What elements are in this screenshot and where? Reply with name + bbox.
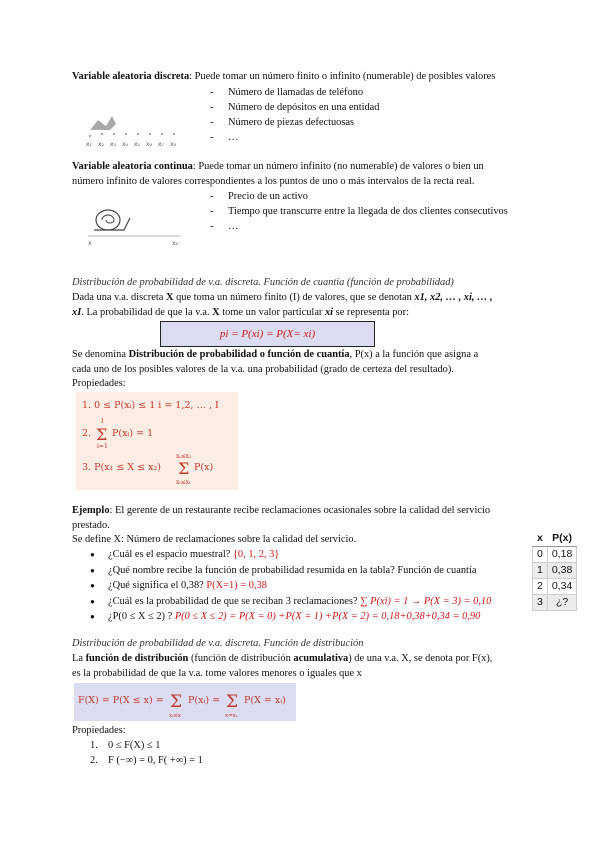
- list-item: 1. 0 ≤ F(X) ≤ 1: [90, 740, 161, 751]
- discreta-examples: [210, 86, 380, 146]
- fig-label: x₅: [134, 141, 140, 148]
- distribucion-definition: La función de distribución (función de distribución acumulativa) de una v.a. X, se denota por F(x), es la probabilidad de que la v.a. tome valores menores o iguales que x: [72, 653, 493, 679]
- cuantia-heading: Distribución de probabilidad de v.a. discreta. Función de cuantía (función de probabilidad): [72, 277, 454, 288]
- table-row: 1 0,38: [533, 563, 577, 579]
- formula-mid: P(xᵢ) =: [188, 695, 221, 706]
- distribution-formula-figure: [74, 683, 296, 721]
- cuantia-formula-box: [160, 321, 375, 347]
- ejemplo-questions: [90, 548, 491, 626]
- fig-label: x: [88, 240, 92, 246]
- svg-text:x=x₁: x=x₁: [225, 713, 239, 719]
- svg-text:xᵢ≤xᵢ: xᵢ≤xᵢ: [176, 479, 191, 486]
- fig-label: x₃: [110, 141, 116, 148]
- insect-icon: [90, 116, 116, 130]
- list-item: - Tiempo que transcurre entre la llegada de dos clientes consecutivos: [210, 205, 508, 220]
- fig-label: x₂: [98, 141, 104, 148]
- snail-figure: [84, 198, 184, 246]
- discreta-definition: Variable aleatoria discreta: Puede tomar un número finito o infinito (numerable) de posibles valores: [72, 71, 496, 82]
- list-item: - …: [210, 131, 380, 146]
- list-item: ● ¿P(0 ≤ X ≤ 2) ? P(0 ≤ X ≤ 2) = P(X = 0) +P(X = 1) +P(X = 2) = 0,18+0,38+0,34 = 0,90: [90, 610, 491, 626]
- formula-rhs: P(X = xᵢ): [244, 695, 286, 706]
- list-item: ● ¿Qué significa el 0,38? P(X=1) = 0,38: [90, 579, 491, 595]
- distribucion-props: [90, 739, 203, 769]
- prop-2-num: 2.: [82, 428, 92, 439]
- fig-label: x₈: [170, 141, 176, 148]
- fig-label: x₇: [158, 141, 164, 148]
- list-item: ● ¿Cuál es el espacio muestral? {0, 1, 2, 3}: [90, 548, 491, 564]
- svg-text:I: I: [101, 418, 104, 425]
- sigma-icon: Σ: [96, 425, 108, 444]
- list-item: 2. F (−∞) = 0, F( +∞) = 1: [90, 755, 203, 766]
- list-item: ● ¿Cuál es la probabilidad de que se reciban 3 reclamaciones? ∑ P(xi) = 1 → P(X = 3) = 0,10: [90, 595, 491, 611]
- table-header: x P(x): [533, 531, 577, 547]
- fig-label: x₄: [122, 141, 128, 148]
- svg-text:xᵢ≤x: xᵢ≤x: [169, 713, 181, 719]
- table-row: 2 0,34: [533, 579, 577, 595]
- sigma-icon: Σ: [226, 692, 239, 712]
- distribucion-heading: Distribución de probabilidad de v.a. discreta. Función de distribución: [72, 638, 364, 649]
- ejemplo-label: Ejemplo: [72, 505, 110, 516]
- sigma-icon: Σ: [170, 692, 183, 712]
- sigma-icon: Σ: [178, 459, 190, 478]
- snail-icon: [96, 210, 120, 230]
- prop-3: 3. P(x₁ ≤ X ≤ x₂): [82, 462, 161, 473]
- list-item: - Número de piezas defectuosas: [210, 116, 380, 131]
- props-label: Propiedades:: [72, 378, 126, 389]
- prop-2-expr: P(xᵢ) = 1: [112, 428, 154, 439]
- list-item: - Número de llamadas de teléfono: [210, 86, 380, 101]
- list-item: - …: [210, 220, 508, 235]
- prop-1: 1. 0 ≤ P(xᵢ) ≤ 1 i = 1,2, … , I: [82, 400, 219, 411]
- cuantia-properties-figure: [76, 392, 238, 490]
- table-row: 0 0,18: [533, 547, 577, 563]
- svg-text:i=1: i=1: [97, 443, 108, 450]
- fig-label: x₁: [86, 141, 92, 148]
- cuantia-formula: pi = P(xi) = P(X= xi): [219, 328, 316, 340]
- discrete-points-figure: [84, 106, 184, 150]
- cuantia-definition: Se denomina Distribución de probabilidad o función de cuantía, P(x) a la función que asigna a cada uno de los posibles valores de la v.a. una probabilidad (grado de certeza del resultado). Propiedades:: [72, 348, 532, 392]
- probability-table: [532, 530, 577, 611]
- prop-3-expr: P(x): [194, 462, 214, 473]
- fig-label: x₆: [146, 141, 152, 148]
- svg-text:xᵢ≤x₂: xᵢ≤x₂: [176, 453, 192, 460]
- fig-label: x₂: [172, 240, 178, 246]
- continua-examples: [210, 190, 508, 235]
- discreta-term: Variable aleatoria discreta: [72, 71, 190, 82]
- continua-term: Variable aleatoria continua: [72, 161, 193, 172]
- cuantia-intro: Dada una v.a. discreta X que toma un número finito (I) de valores, que se denotan x1, x2, … , xi, … , xI. La probabilidad de que la v.a. X tome un valor particular xi se representa por:: [72, 292, 493, 318]
- distribucion-props-label: Propiedades:: [72, 725, 126, 736]
- list-item: ● ¿Qué nombre recibe la función de probabilidad resumida en la tabla? Función de cuantía: [90, 564, 491, 580]
- ejemplo-intro: Ejemplo: El gerente de un restaurante recibe reclamaciones ocasionales sobre la calidad del servicio prestado. Se define X: Número de reclamaciones sobre la calidad del servicio.: [72, 505, 491, 545]
- continua-definition: Variable aleatoria continua: Puede tomar un número infinito (no numerable) de valores o bien un número infinito de valores correspondientes a los puntos de uno o más intervalos de la recta real.: [72, 161, 484, 187]
- table-row: 3 ¿?: [533, 595, 577, 611]
- list-item: - Número de depósitos en una entidad: [210, 101, 380, 116]
- list-item: - Precio de un activo: [210, 190, 508, 205]
- formula-lhs: F(X) = P(X ≤ x) =: [78, 695, 164, 706]
